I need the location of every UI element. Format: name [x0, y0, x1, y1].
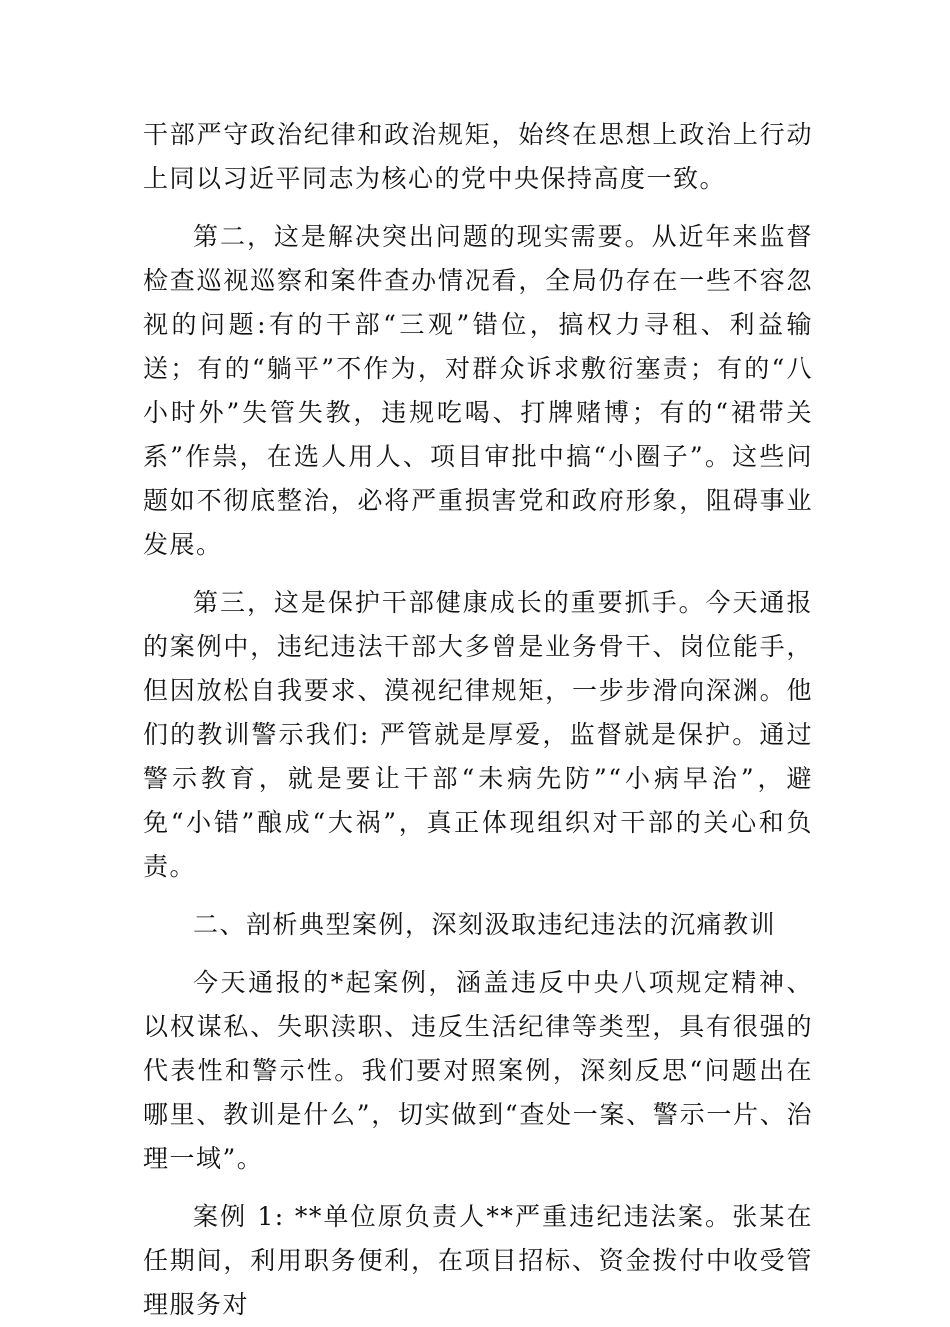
paragraph-point-two: 第二，这是解决突出问题的现实需要。从近年来监督检查巡视巡察和案件查办情况看，全局仍存在一些不容忽视的问题:有的干部“三观”错位，搞权力寻租、利益输送；有的“躺平”不作为，对群众诉求敷衍塞责；有的“八小时外”失管失教，违规吃喝、打牌赌博；有的“裙带关系”作祟，在选人用人、项目审批中搞“小圈子”。这些问题如不彻底整治，必将严重损害党和政府形象，阻碍事业发展。	[143, 222, 813, 559]
paragraph-case-one: 案例 1: **单位原负责人**严重违纪违法案。张某在任期间，利用职务便利，在项目招标、资金拨付中收受管理服务对	[143, 1202, 813, 1319]
paragraph-continuation: 干部严守政治纪律和政治规矩，始终在思想上政治上行动上同以习近平同志为核心的党中央保持高度一致。	[143, 120, 813, 193]
paragraph-point-three: 第三，这是保护干部健康成长的重要抓手。今天通报的案例中，违纪违法干部大多曾是业务骨干、岗位能手，但因放松自我要求、漠视纪律规矩，一步步滑向深渊。他们的教训警示我们: 严管就是厚爱，监督就是保护。通过警示教育，就是要让干部“未病先防”“小病早治”，避免“小错”酿成“大祸”，真正体现组织对干部的关心和负责。	[143, 588, 813, 881]
document-body	[143, 113, 813, 1327]
paragraph-case-overview: 今天通报的*起案例，涵盖违反中央八项规定精神、以权谋私、失职渎职、违反生活纪律等类型，具有很强的代表性和警示性。我们要对照案例，深刻反思“问题出在哪里、教训是什么”，切实做到“查处一案、警示一片、治理一域”。	[143, 968, 813, 1173]
section-heading-two: 二、剖析典型案例，深刻汲取违纪违法的沉痛教训	[193, 910, 777, 939]
